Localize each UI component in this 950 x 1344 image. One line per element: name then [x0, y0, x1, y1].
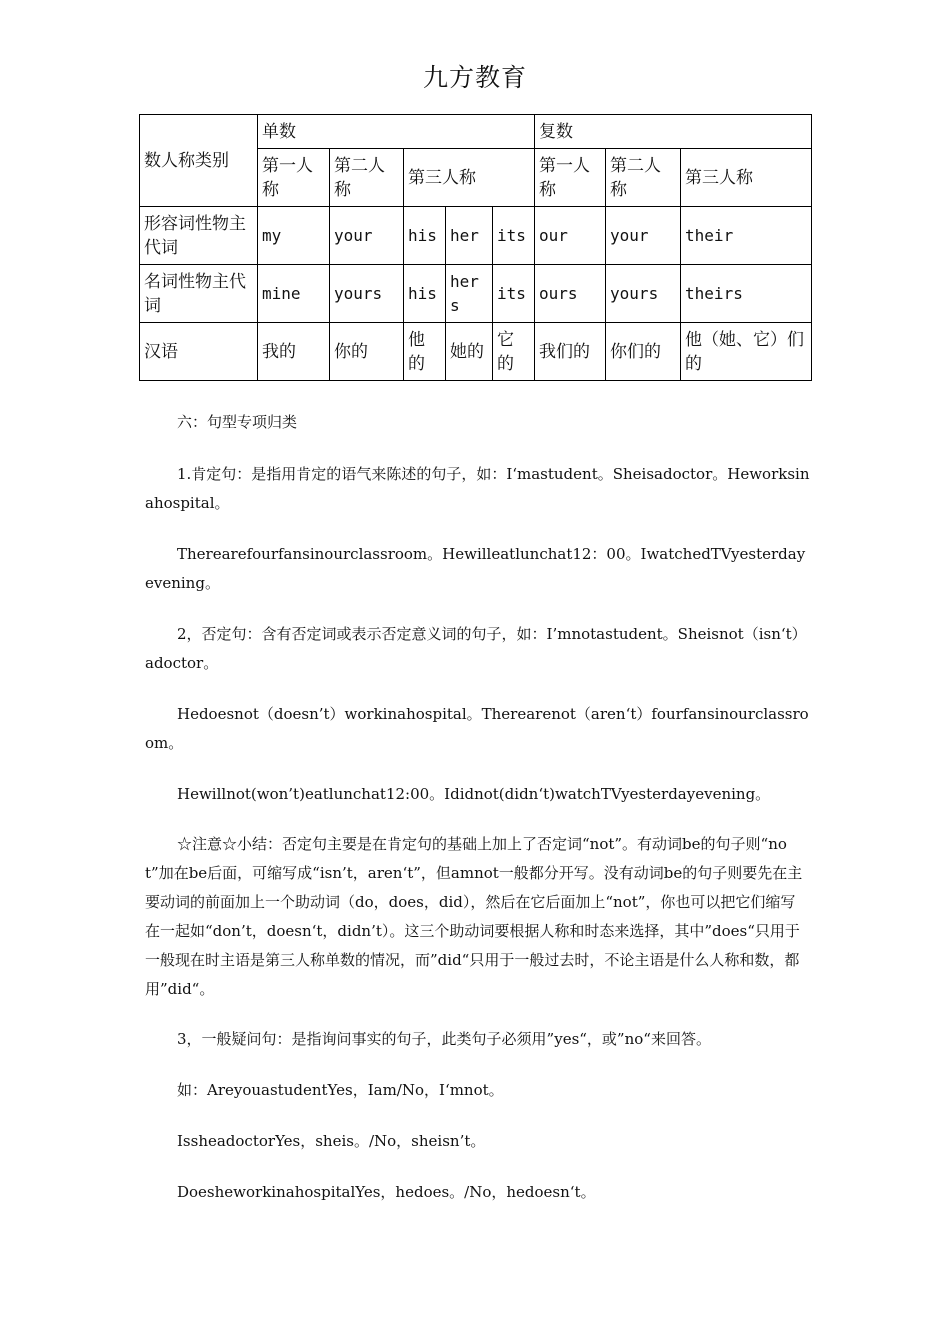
paragraph-question-example-3: DoesheworkinahospitalYes，hedoes。/No，hedoesn‘t。 — [177, 1183, 596, 1201]
table-cell: ours — [535, 265, 606, 323]
table-cell: yours — [330, 265, 404, 323]
paragraph-question: 3，一般疑问句：是指询问事实的句子，此类句子必须用”yes“，或”no“来回答。 — [177, 1030, 711, 1048]
page-title: 九方教育 — [422, 63, 527, 92]
row-label: 形容词性物主代词 — [140, 207, 258, 265]
table-cell: his — [404, 207, 446, 265]
table-cell: its — [493, 265, 535, 323]
table-cell: your — [606, 207, 681, 265]
table-cell: 我的 — [258, 323, 330, 381]
table-cell: his — [404, 265, 446, 323]
table-cell: 它的 — [493, 323, 535, 381]
table-cell: 你的 — [330, 323, 404, 381]
table-row — [140, 323, 812, 381]
table-corner-cell: 数人称类别 — [140, 115, 258, 207]
paragraph-note: ☆注意☆小结：否定句主要是在肯定句的基础上加上了否定词“not”。有动词be的句子则“not”加在be后面，可缩写成“isn’t，aren‘t”，但amnot一般都分开写。没有动词be的句子则要先在主要动词的前面加上一个助动词（do，does，did），然后在它后面加上“not”，你也可以把它们缩写在一起如“don’t，doesn‘t，didn’t）。这三个助动词要根据人称和时态来选择，其中”does“只用于一般现在时主语是第三人称单数的情况，而”did“只用于一般过去时，不论主语是什么人称和数，都用”did“。 — [145, 835, 803, 998]
pronoun-table — [139, 114, 812, 381]
person-header: 第一人称 — [258, 149, 330, 207]
plural-header: 复数 — [535, 115, 812, 149]
singular-header: 单数 — [258, 115, 535, 149]
table-row — [140, 115, 812, 149]
table-cell: 你们的 — [606, 323, 681, 381]
paragraph-negative-examples: Hedoesnot（doesn’t）workinahospital。Therearenot（aren‘t）fourfansinourclassroom。 — [145, 705, 809, 752]
table-row — [140, 207, 812, 265]
table-cell: hers — [446, 265, 493, 323]
table-cell: 我们的 — [535, 323, 606, 381]
paragraph-question-example-2: IssheadoctorYes，sheis。/No，sheisn’t。 — [177, 1132, 486, 1150]
table-cell: their — [681, 207, 812, 265]
table-row — [140, 265, 812, 323]
table-cell: theirs — [681, 265, 812, 323]
person-header: 第三人称 — [681, 149, 812, 207]
table-cell: 他（她、它）们的 — [681, 323, 812, 381]
table-cell: 他的 — [404, 323, 446, 381]
table-cell: yours — [606, 265, 681, 323]
table-cell: its — [493, 207, 535, 265]
table-cell: my — [258, 207, 330, 265]
table-cell: our — [535, 207, 606, 265]
paragraph-negative: 2，否定句：含有否定词或表示否定意义词的句子，如：I’mnotastudent。Sheisnot（isn‘t）adoctor。 — [145, 625, 807, 672]
row-label: 名词性物主代词 — [140, 265, 258, 323]
paragraph-affirmative: 1.肯定句：是指用肯定的语气来陈述的句子，如：I‘mastudent。Sheisadoctor。Heworksinahospital。 — [145, 465, 810, 512]
table-cell: your — [330, 207, 404, 265]
person-header: 第二人称 — [330, 149, 404, 207]
table-cell: her — [446, 207, 493, 265]
table-cell: mine — [258, 265, 330, 323]
person-header: 第二人称 — [606, 149, 681, 207]
table-cell: 她的 — [446, 323, 493, 381]
paragraph-examples: Therearefourfansinourclassroom。Hewilleatlunchat12：00。IwatchedTVyesterdayevening。 — [145, 545, 806, 592]
paragraph-negative-examples-2: Hewillnot(won’t)eatlunchat12:00。Ididnot(didn‘t)watchTVyesterdayevening。 — [177, 785, 771, 803]
person-header: 第三人称 — [404, 149, 535, 207]
person-header: 第一人称 — [535, 149, 606, 207]
row-label: 汉语 — [140, 323, 258, 381]
section-title: 六：句型专项归类 — [177, 413, 298, 431]
paragraph-question-example-1: 如：AreyouastudentYes，Iam/No，I‘mnot。 — [177, 1081, 504, 1099]
